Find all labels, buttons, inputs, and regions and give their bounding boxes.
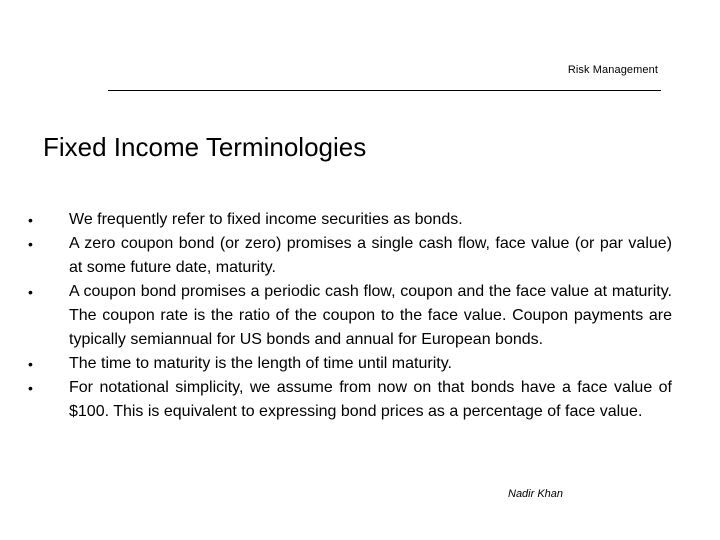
- bullet-item: [28, 352, 672, 376]
- bullet-item: [28, 208, 672, 232]
- bullet-text: A coupon bond promises a periodic cash flow, coupon and the face value at maturity. The coupon rate is the ratio of the coupon to the face value. Coupon payments are typically semiannual for US bonds and annual for European bonds.: [69, 283, 672, 348]
- bullet-item: [28, 376, 672, 424]
- bullet-text: We frequently refer to fixed income securities as bonds.: [69, 211, 463, 228]
- bullet-text: The time to maturity is the length of time until maturity.: [69, 355, 452, 372]
- bullet-icon: •: [28, 236, 33, 252]
- bullet-icon: •: [28, 284, 33, 300]
- bullet-item: [28, 232, 672, 280]
- bullet-item: [28, 280, 672, 352]
- bullet-text: A zero coupon bond (or zero) promises a single cash flow, face value (or par value) at some future date, maturity.: [69, 235, 672, 276]
- header-divider: [108, 90, 661, 91]
- bullet-list: [28, 208, 672, 424]
- bullet-icon: •: [28, 356, 33, 372]
- bullet-icon: •: [28, 212, 33, 228]
- footer-author: Nadir Khan: [508, 488, 564, 500]
- header-label: Risk Management: [567, 64, 658, 76]
- slide-title: Fixed Income Terminologies: [43, 132, 367, 162]
- bullet-text: For notational simplicity, we assume from now on that bonds have a face value of $100. This is equivalent to expressing bond prices as a percentage of face value.: [69, 379, 672, 420]
- bullet-icon: •: [28, 380, 33, 396]
